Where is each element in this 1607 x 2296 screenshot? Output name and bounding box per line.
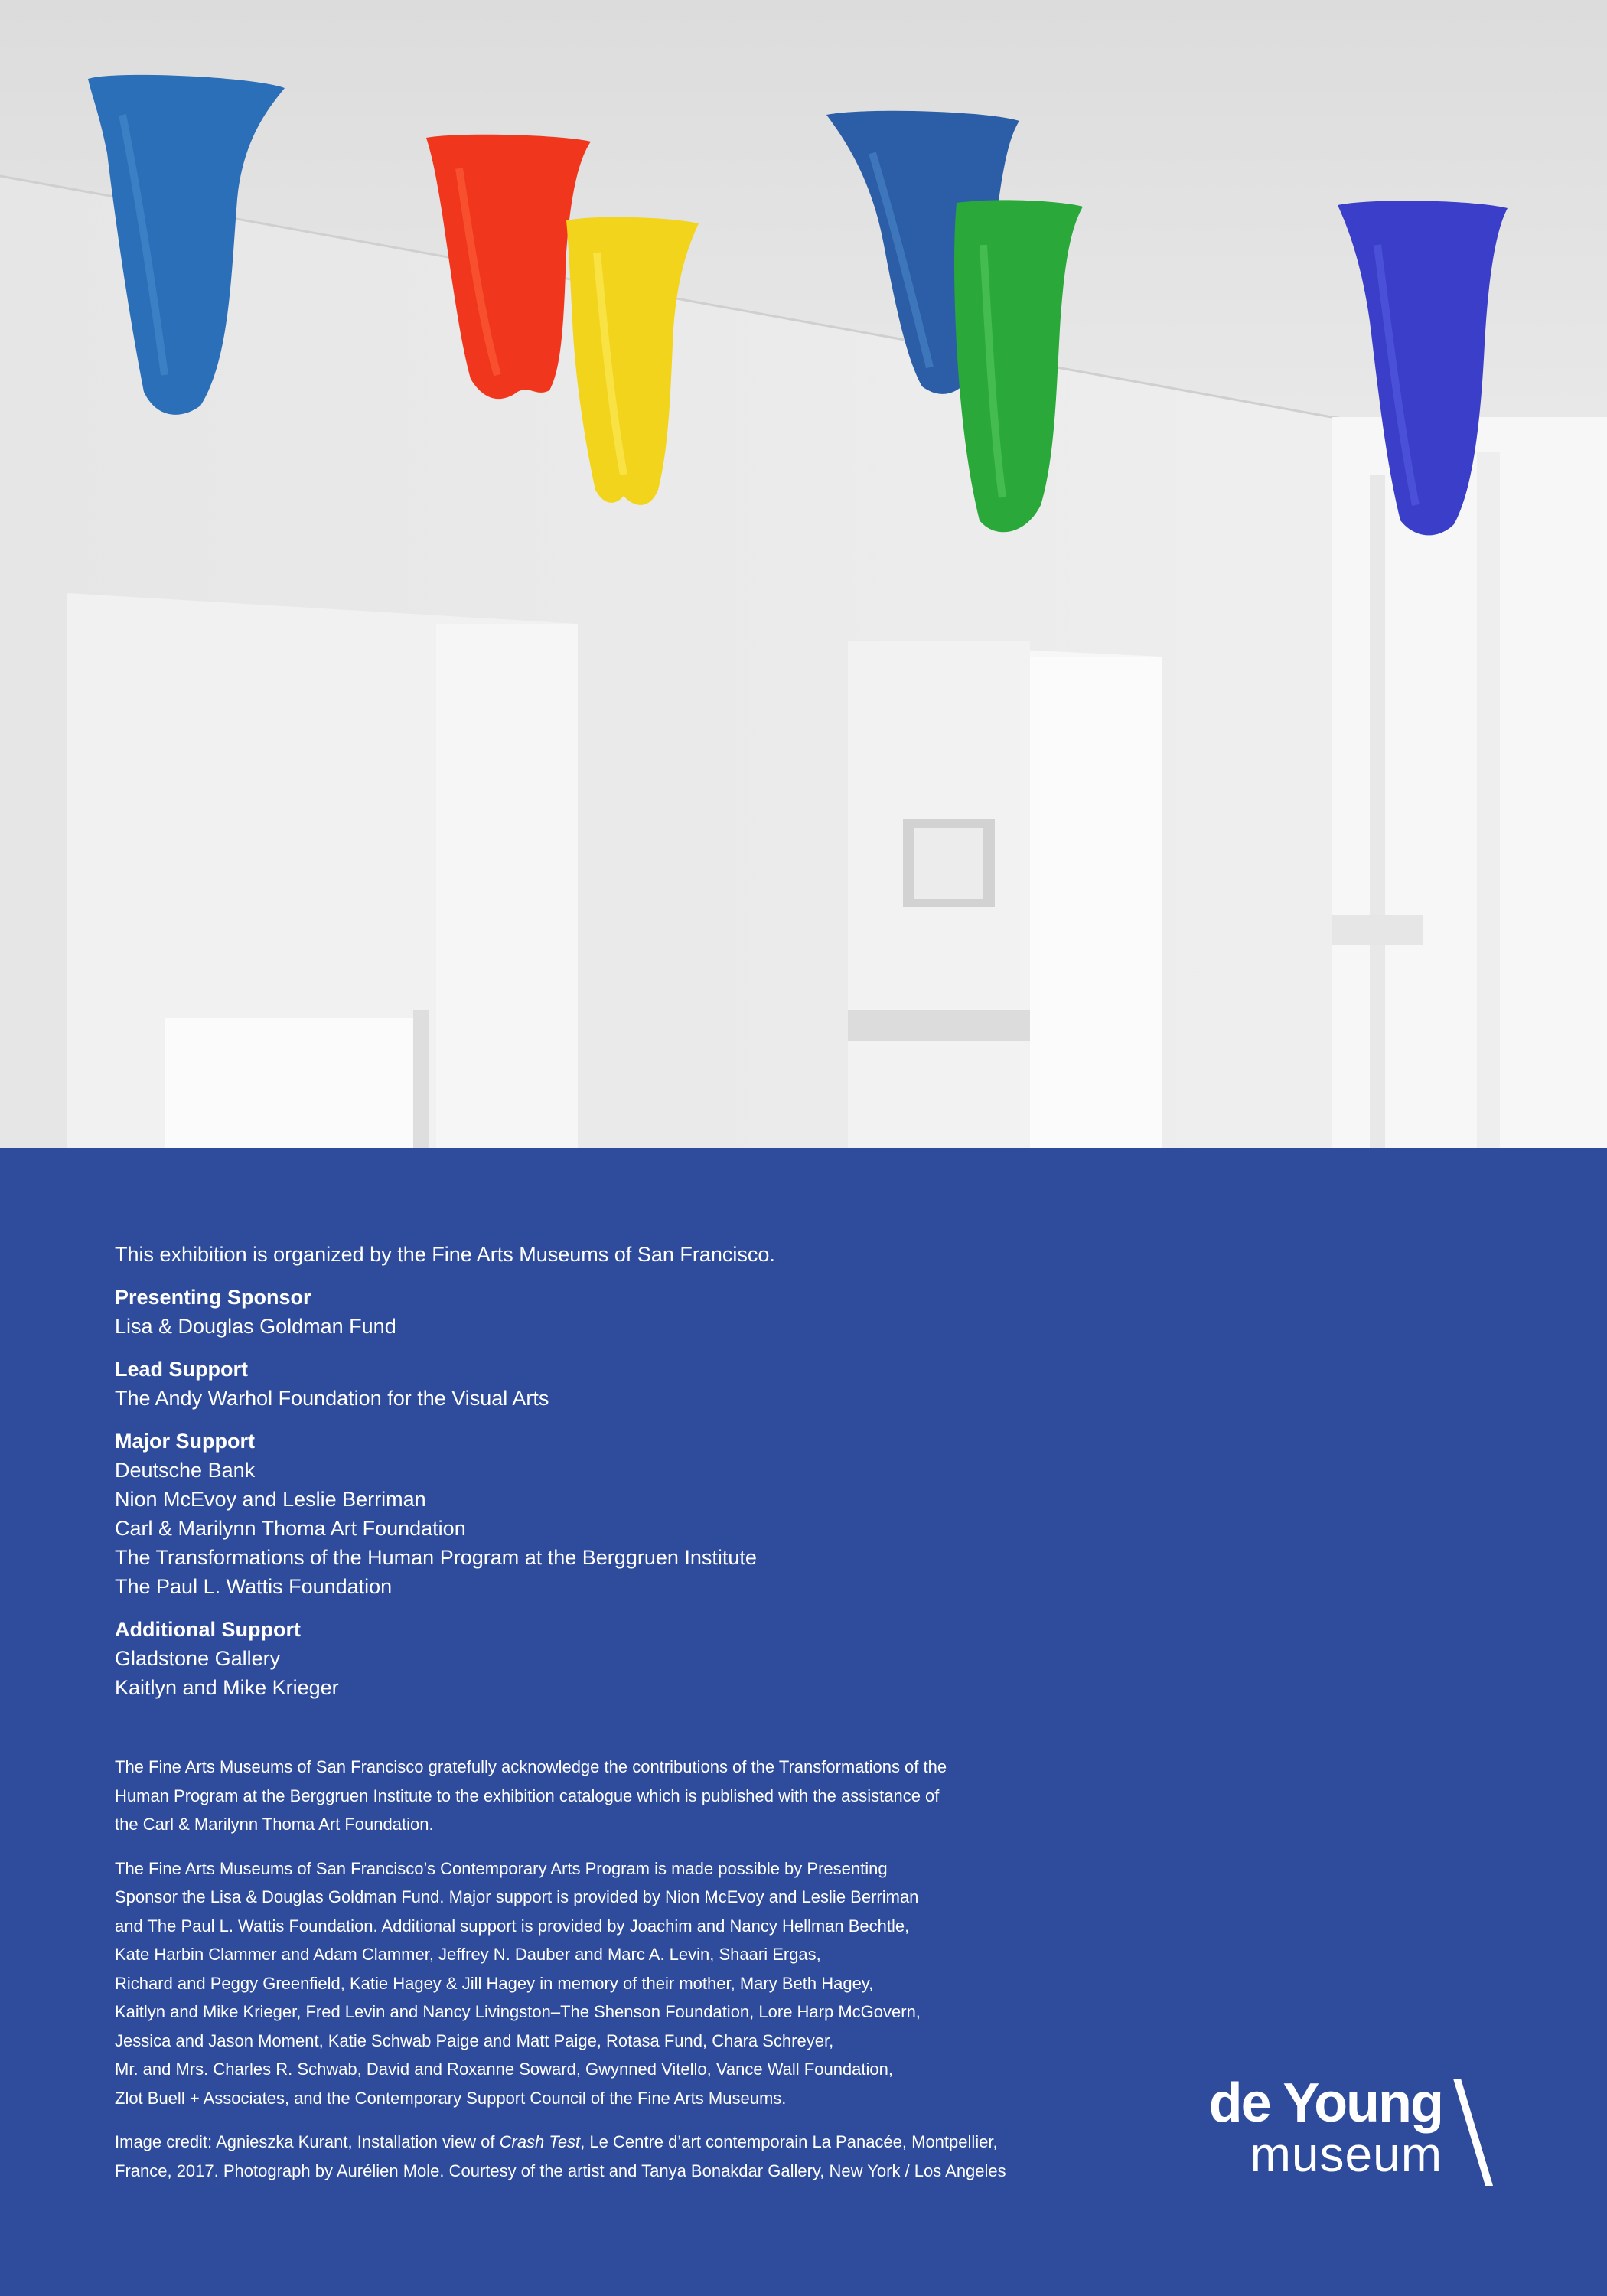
- text-line: Richard and Peggy Greenfield, Katie Hagey & Jill Hagey in memory of their mother, Mary Beth Hagey,: [115, 1973, 874, 1993]
- sponsor-name: Nion McEvoy and Leslie Berriman: [115, 1488, 426, 1511]
- organizer-line: This exhibition is organized by the Fine Arts Museums of San Francisco.: [115, 1243, 775, 1266]
- sponsor-name: Kaitlyn and Mike Krieger: [115, 1676, 339, 1699]
- text-line: Jessica and Jason Moment, Katie Schwab Paige and Matt Paige, Rotasa Fund, Chara Schreyer,: [115, 2030, 834, 2050]
- text-line: the Carl & Marilynn Thoma Art Foundation.: [115, 1815, 434, 1834]
- text-line: [115, 2128, 1110, 2157]
- catalogue-acknowledgement: [115, 1753, 1110, 1839]
- credit-prefix: Image credit: Agnieszka Kurant, Installation view of: [115, 2132, 500, 2151]
- sponsor-credits: [115, 1240, 1110, 1716]
- logo-wordmark-top: de Young: [1208, 2073, 1442, 2134]
- group-heading: Lead Support: [115, 1358, 248, 1381]
- sponsor-name: The Andy Warhol Foundation for the Visual Arts: [115, 1387, 549, 1410]
- sponsor-name: Gladstone Gallery: [115, 1647, 281, 1670]
- text-line: Human Program at the Berggruen Institute to the exhibition catalogue which is published with the assistance of: [115, 1786, 940, 1805]
- sponsor-name: The Transformations of the Human Program at the Berggruen Institute: [115, 1546, 757, 1569]
- text-line: Kate Harbin Clammer and Adam Clammer, Jeffrey N. Dauber and Marc A. Levin, Shaari Ergas,: [115, 1945, 821, 1964]
- text-line: Zlot Buell + Associates, and the Contemporary Support Council of the Fine Arts Museums.: [115, 2088, 787, 2108]
- de-young-museum-logo: [1190, 2074, 1496, 2189]
- sponsor-name: Lisa & Douglas Goldman Fund: [115, 1315, 396, 1338]
- image-credit: [115, 2128, 1110, 2185]
- presenting-sponsor-group: [115, 1283, 1110, 1341]
- group-heading: Additional Support: [115, 1618, 301, 1641]
- sponsor-name: Carl & Marilynn Thoma Art Foundation: [115, 1517, 466, 1540]
- text-line: Kaitlyn and Mike Krieger, Fred Levin and Nancy Livingston–The Shenson Foundation, Lore Harp McGovern,: [115, 2002, 921, 2021]
- logo-slash-mark: [1450, 2079, 1496, 2186]
- additional-support-group: [115, 1615, 1110, 1702]
- group-heading: Major Support: [115, 1430, 255, 1453]
- credits-panel: [0, 1148, 1607, 2296]
- text-line: The Fine Arts Museums of San Francisco gratefully acknowledge the contributions of the Transformations of the: [115, 1757, 947, 1776]
- text-line: Mr. and Mrs. Charles R. Schwab, David and Roxanne Soward, Gwynned Vitello, Vance Wall Foundation,: [115, 2060, 893, 2079]
- logo-wordmark-bottom: museum: [1250, 2127, 1442, 2182]
- program-acknowledgement: [115, 1854, 1110, 2113]
- text-line: Sponsor the Lisa & Douglas Goldman Fund. Major support is provided by Nion McEvoy and Leslie Berriman: [115, 1887, 919, 1906]
- lead-support-group: [115, 1355, 1110, 1413]
- text-line: and The Paul L. Wattis Foundation. Additional support is provided by Joachim and Nancy Hellman Bechtle,: [115, 1916, 910, 1936]
- acknowledgements: [115, 1753, 1110, 2200]
- major-support-group: [115, 1427, 1110, 1601]
- sponsor-name: Deutsche Bank: [115, 1459, 256, 1482]
- sponsor-name: The Paul L. Wattis Foundation: [115, 1575, 393, 1598]
- text-line: France, 2017. Photograph by Aurélien Mole. Courtesy of the artist and Tanya Bonakdar Gallery, New York / Los Angeles: [115, 2161, 1006, 2180]
- credit-suffix: , Le Centre d’art contemporain La Panacée, Montpellier,: [580, 2132, 998, 2151]
- group-heading: Presenting Sponsor: [115, 1286, 311, 1309]
- artwork-title: Crash Test: [499, 2132, 581, 2151]
- text-line: The Fine Arts Museums of San Francisco’s Contemporary Arts Program is made possible by Presenting: [115, 1858, 888, 1878]
